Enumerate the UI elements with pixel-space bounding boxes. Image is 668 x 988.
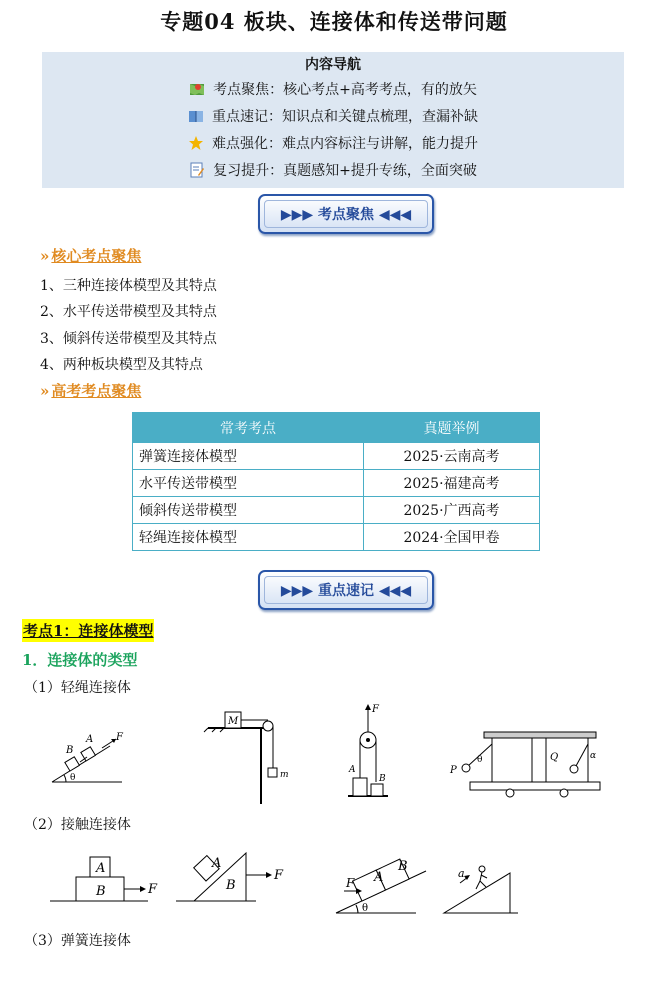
double-chevron-icon: » bbox=[40, 247, 50, 265]
type-label: （2）接触连接体 bbox=[24, 817, 131, 833]
table-row: 水平传送带模型 2025·福建高考 bbox=[133, 470, 540, 497]
column-header: 真题举例 bbox=[364, 413, 540, 443]
core-heading: » 核心考点聚焦 bbox=[40, 247, 142, 265]
star-icon bbox=[188, 135, 204, 151]
wedge-block-diagram bbox=[176, 853, 284, 901]
hanging-pulley-diagram bbox=[348, 704, 388, 796]
incline-blocks-diagram bbox=[52, 732, 124, 783]
exam-table bbox=[132, 412, 540, 551]
svg-text:α: α bbox=[590, 751, 597, 761]
double-chevron-icon: » bbox=[40, 382, 50, 400]
banner-focus: ▶▶▶ 考点聚焦 ◀◀◀ bbox=[258, 194, 434, 234]
exam-heading: » 高考考点聚焦 bbox=[40, 382, 142, 400]
svg-text:Q: Q bbox=[550, 752, 559, 763]
nav-title: 内容导航 bbox=[305, 57, 361, 73]
nav-row-focus: 考点聚焦：核心考点+高考考点，有的放矢 bbox=[42, 79, 624, 99]
pencil-icon bbox=[189, 162, 205, 178]
table-pulley-diagram bbox=[204, 712, 289, 804]
table-row: 弹簧连接体模型 2025·云南高考 bbox=[133, 443, 540, 470]
content-navigation-box bbox=[42, 52, 624, 188]
nav-row-review: 复习提升：真题感知+提升专练，全面突破 bbox=[42, 160, 624, 180]
list-item: 2、水平传送带模型及其特点 bbox=[40, 304, 217, 320]
keypoint-heading: 考点1：连接体模型 bbox=[22, 619, 154, 642]
table-row: 倾斜传送带模型 2025·广西高考 bbox=[133, 497, 540, 524]
svg-text:A: A bbox=[374, 870, 384, 885]
svg-text:F: F bbox=[116, 732, 123, 743]
svg-text:F: F bbox=[274, 868, 284, 883]
svg-text:A: A bbox=[212, 856, 222, 871]
book-icon bbox=[188, 108, 204, 124]
stacked-blocks-diagram bbox=[50, 857, 158, 901]
nav-row-difficulty: 难点强化：难点内容标注与讲解，能力提升 bbox=[42, 133, 624, 153]
contact-connection-figures bbox=[40, 845, 630, 925]
svg-text:θ: θ bbox=[477, 755, 483, 765]
svg-text:A: A bbox=[86, 734, 94, 745]
svg-text:B: B bbox=[398, 859, 408, 874]
svg-text:θ: θ bbox=[362, 903, 369, 914]
svg-text:P: P bbox=[450, 765, 457, 776]
banner-notes: ▶▶▶ 重点速记 ◀◀◀ bbox=[258, 570, 434, 610]
svg-text:m: m bbox=[280, 770, 289, 780]
page-title: 专题04 板块、连接体和传送带问题 bbox=[160, 9, 508, 34]
svg-text:B: B bbox=[96, 884, 106, 899]
list-item: 3、倾斜传送带模型及其特点 bbox=[40, 331, 217, 347]
rope-connection-figures bbox=[40, 700, 630, 810]
person-on-incline-diagram bbox=[444, 866, 518, 913]
svg-text:a: a bbox=[458, 867, 465, 880]
incline-push-diagram bbox=[336, 859, 426, 914]
svg-text:θ: θ bbox=[70, 773, 76, 783]
svg-text:B: B bbox=[226, 878, 236, 893]
svg-text:B: B bbox=[379, 774, 386, 784]
nav-row-notes: 重点速记：知识点和关键点梳理，查漏补缺 bbox=[42, 106, 624, 126]
svg-text:A: A bbox=[96, 861, 106, 876]
svg-text:A: A bbox=[349, 765, 356, 775]
table-header-row bbox=[133, 413, 540, 443]
list-item: 4、两种板块模型及其特点 bbox=[40, 357, 203, 373]
type-label: （1）轻绳连接体 bbox=[24, 680, 131, 696]
table-row: 轻绳连接体模型 2024·全国甲卷 bbox=[133, 524, 540, 551]
map-icon bbox=[189, 81, 205, 97]
type-label: （3）弹簧连接体 bbox=[24, 933, 131, 949]
svg-text:M: M bbox=[228, 716, 239, 727]
list-item: 1、三种连接体模型及其特点 bbox=[40, 278, 217, 294]
cart-pendulum-diagram bbox=[449, 732, 600, 797]
svg-text:F: F bbox=[346, 876, 355, 890]
svg-text:B: B bbox=[66, 745, 74, 756]
svg-text:F: F bbox=[372, 704, 379, 715]
svg-text:F: F bbox=[148, 882, 158, 897]
column-header: 常考考点 bbox=[133, 413, 364, 443]
subsection-heading: 1．连接体的类型 bbox=[22, 651, 138, 669]
